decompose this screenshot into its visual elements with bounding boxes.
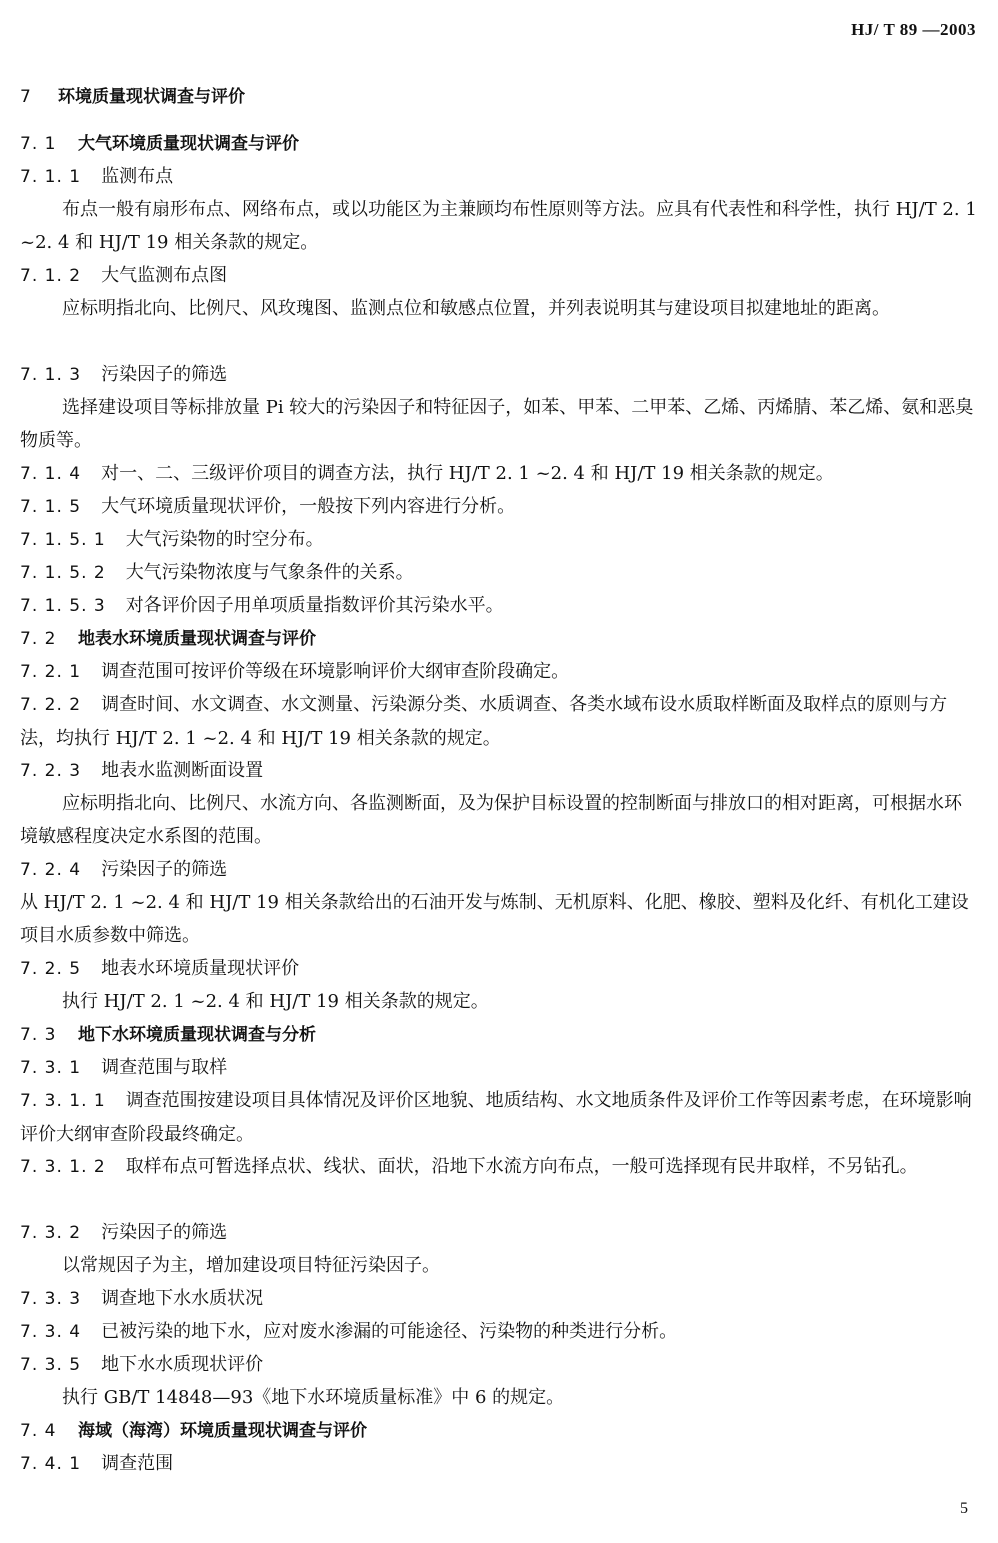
section-number: 7. 4 bbox=[20, 1421, 57, 1441]
clause-title: 污染因子的筛选 bbox=[101, 1222, 228, 1243]
clause-title: 大气监测布点图 bbox=[101, 265, 228, 286]
section-title: 海域（海湾）环境质量现状调查与评价 bbox=[78, 1421, 367, 1441]
section-number: 7. 3 bbox=[20, 1025, 57, 1045]
clause-heading bbox=[20, 1348, 978, 1382]
section-heading bbox=[20, 1414, 978, 1448]
clause-heading bbox=[20, 688, 978, 755]
clause-number: 7. 3. 5 bbox=[20, 1355, 82, 1375]
clause-number: 7. 1. 5. 2 bbox=[20, 563, 106, 583]
section-title: 大气环境质量现状调查与评价 bbox=[78, 134, 299, 154]
clause-heading bbox=[20, 853, 978, 887]
clause-title: 地表水环境质量现状评价 bbox=[101, 958, 300, 979]
page-number: 5 bbox=[960, 1500, 968, 1517]
clause-title: 调查时间、水文调查、水文测量、污染源分类、水质调查、各类水域布设水质取样断面及取样点的原则与方法，均执行 HJ/T 2. 1 ~2. 4 和 HJ/T 19 相关条款的规定。 bbox=[20, 694, 948, 749]
clause-heading bbox=[20, 490, 978, 524]
clause-heading bbox=[20, 457, 978, 491]
clause-number: 7. 1. 5 bbox=[20, 497, 82, 517]
clause-number: 7. 3. 1. 2 bbox=[20, 1157, 106, 1177]
paragraph: 布点一般有扇形布点、网络布点，或以功能区为主兼顾均布性原则等方法。应具有代表性和科学性，执行 HJ/T 2. 1 ~2. 4 和 HJ/T 19 相关条款的规定。 bbox=[20, 199, 977, 253]
clause-heading bbox=[20, 259, 978, 293]
clause-number: 7. 2. 3 bbox=[20, 761, 82, 781]
clause-title: 调查地下水水质状况 bbox=[101, 1288, 264, 1309]
section-heading bbox=[20, 127, 978, 161]
clause-title: 调查范围可按评价等级在环境影响评价大纲审查阶段确定。 bbox=[101, 661, 570, 682]
clause-title: 地表水监测断面设置 bbox=[101, 760, 264, 781]
section-heading bbox=[20, 622, 978, 656]
clause-number: 7. 1. 2 bbox=[20, 266, 82, 286]
clause-heading bbox=[20, 754, 978, 788]
clause-heading bbox=[20, 655, 978, 689]
paragraph: 从 HJ/T 2. 1 ~2. 4 和 HJ/T 19 相关条款给出的石油开发与炼制、无机原料、化肥、橡胶、塑料及化纤、有机化工建设项目水质参数中筛选。 bbox=[20, 892, 969, 946]
clause-title: 调查范围按建设项目具体情况及评价区地貌、地质结构、水文地质条件及评价工作等因素考虑，在环境影响评价大纲审查阶段最终确定。 bbox=[20, 1090, 972, 1145]
section-title: 环境质量现状调查与评价 bbox=[58, 87, 245, 107]
clause-heading bbox=[20, 1447, 978, 1481]
section-number: 7 bbox=[20, 87, 32, 107]
clause-title: 调查范围 bbox=[101, 1453, 174, 1474]
clause-heading bbox=[20, 1150, 978, 1184]
clause-title: 大气污染物浓度与气象条件的关系。 bbox=[125, 562, 414, 583]
section-number: 7. 2 bbox=[20, 629, 57, 649]
clause-number: 7. 3. 2 bbox=[20, 1223, 82, 1243]
paragraph: 以常规因子为主，增加建设项目特征污染因子。 bbox=[62, 1255, 440, 1276]
clause-number: 7. 4. 1 bbox=[20, 1454, 82, 1474]
clause-title: 污染因子的筛选 bbox=[101, 859, 228, 880]
clause-heading bbox=[20, 160, 978, 194]
clause-number: 7. 1. 1 bbox=[20, 167, 82, 187]
clause-number: 7. 3. 3 bbox=[20, 1289, 82, 1309]
section-heading bbox=[20, 1018, 978, 1052]
clause-number: 7. 2. 4 bbox=[20, 860, 82, 880]
clause-title: 大气污染物的时空分布。 bbox=[125, 529, 324, 550]
clause-title: 取样布点可暂选择点状、线状、面状，沿地下水流方向布点，一般可选择现有民井取样，不另钻孔。 bbox=[125, 1156, 918, 1177]
section-number: 7. 1 bbox=[20, 134, 57, 154]
clause-heading bbox=[20, 952, 978, 986]
paragraph: 执行 HJ/T 2. 1 ~2. 4 和 HJ/T 19 相关条款的规定。 bbox=[62, 991, 489, 1012]
clause-title: 已被污染的地下水，应对废水渗漏的可能途径、污染物的种类进行分析。 bbox=[101, 1321, 678, 1342]
clause-number: 7. 2. 5 bbox=[20, 959, 82, 979]
clause-number: 7. 1. 5. 1 bbox=[20, 530, 106, 550]
clause-heading bbox=[20, 358, 978, 392]
clause-heading bbox=[20, 1315, 978, 1349]
standard-code: HJ/ T 89 —2003 bbox=[851, 20, 976, 39]
clause-number: 7. 2. 2 bbox=[20, 695, 82, 715]
clause-number: 7. 1. 3 bbox=[20, 365, 82, 385]
clause-number: 7. 3. 4 bbox=[20, 1322, 82, 1342]
paragraph: 执行 GB/T 14848—93《地下水环境质量标准》中 6 的规定。 bbox=[62, 1387, 565, 1408]
clause-number: 7. 2. 1 bbox=[20, 662, 82, 682]
clause-title: 地下水水质现状评价 bbox=[101, 1354, 264, 1375]
section-title: 地表水环境质量现状调查与评价 bbox=[78, 629, 316, 649]
clause-number: 7. 1. 4 bbox=[20, 464, 82, 484]
clause-heading bbox=[20, 589, 978, 623]
clause-heading bbox=[20, 1051, 978, 1085]
clause-title: 大气环境质量现状评价，一般按下列内容进行分析。 bbox=[101, 496, 516, 517]
clause-number: 7. 3. 1. 1 bbox=[20, 1091, 106, 1111]
section-heading bbox=[20, 80, 978, 114]
clause-title: 监测布点 bbox=[101, 166, 174, 187]
clause-number: 7. 1. 5. 3 bbox=[20, 596, 106, 616]
section-title: 地下水环境质量现状调查与分析 bbox=[78, 1025, 316, 1045]
clause-heading bbox=[20, 1084, 978, 1151]
paragraph: 应标明指北向、比例尺、风玫瑰图、监测点位和敏感点位置，并列表说明其与建设项目拟建地址的距离。 bbox=[62, 298, 890, 319]
clause-title: 调查范围与取样 bbox=[101, 1057, 228, 1078]
paragraph: 应标明指北向、比例尺、水流方向、各监测断面，及为保护目标设置的控制断面与排放口的相对距离，可根据水环境敏感程度决定水系图的范围。 bbox=[20, 793, 962, 847]
clause-heading bbox=[20, 556, 978, 590]
clause-heading bbox=[20, 523, 978, 557]
clause-heading bbox=[20, 1282, 978, 1316]
clause-heading bbox=[20, 1216, 978, 1250]
clause-title: 对一、二、三级评价项目的调查方法，执行 HJ/T 2. 1 ~2. 4 和 HJ/T 19 相关条款的规定。 bbox=[101, 463, 834, 484]
clause-title: 对各评价因子用单项质量指数评价其污染水平。 bbox=[125, 595, 504, 616]
clause-number: 7. 3. 1 bbox=[20, 1058, 82, 1078]
clause-title: 污染因子的筛选 bbox=[101, 364, 228, 385]
paragraph: 选择建设项目等标排放量 Pi 较大的污染因子和特征因子，如苯、甲苯、二甲苯、乙烯、丙烯腈、苯乙烯、氨和恶臭物质等。 bbox=[20, 397, 974, 451]
